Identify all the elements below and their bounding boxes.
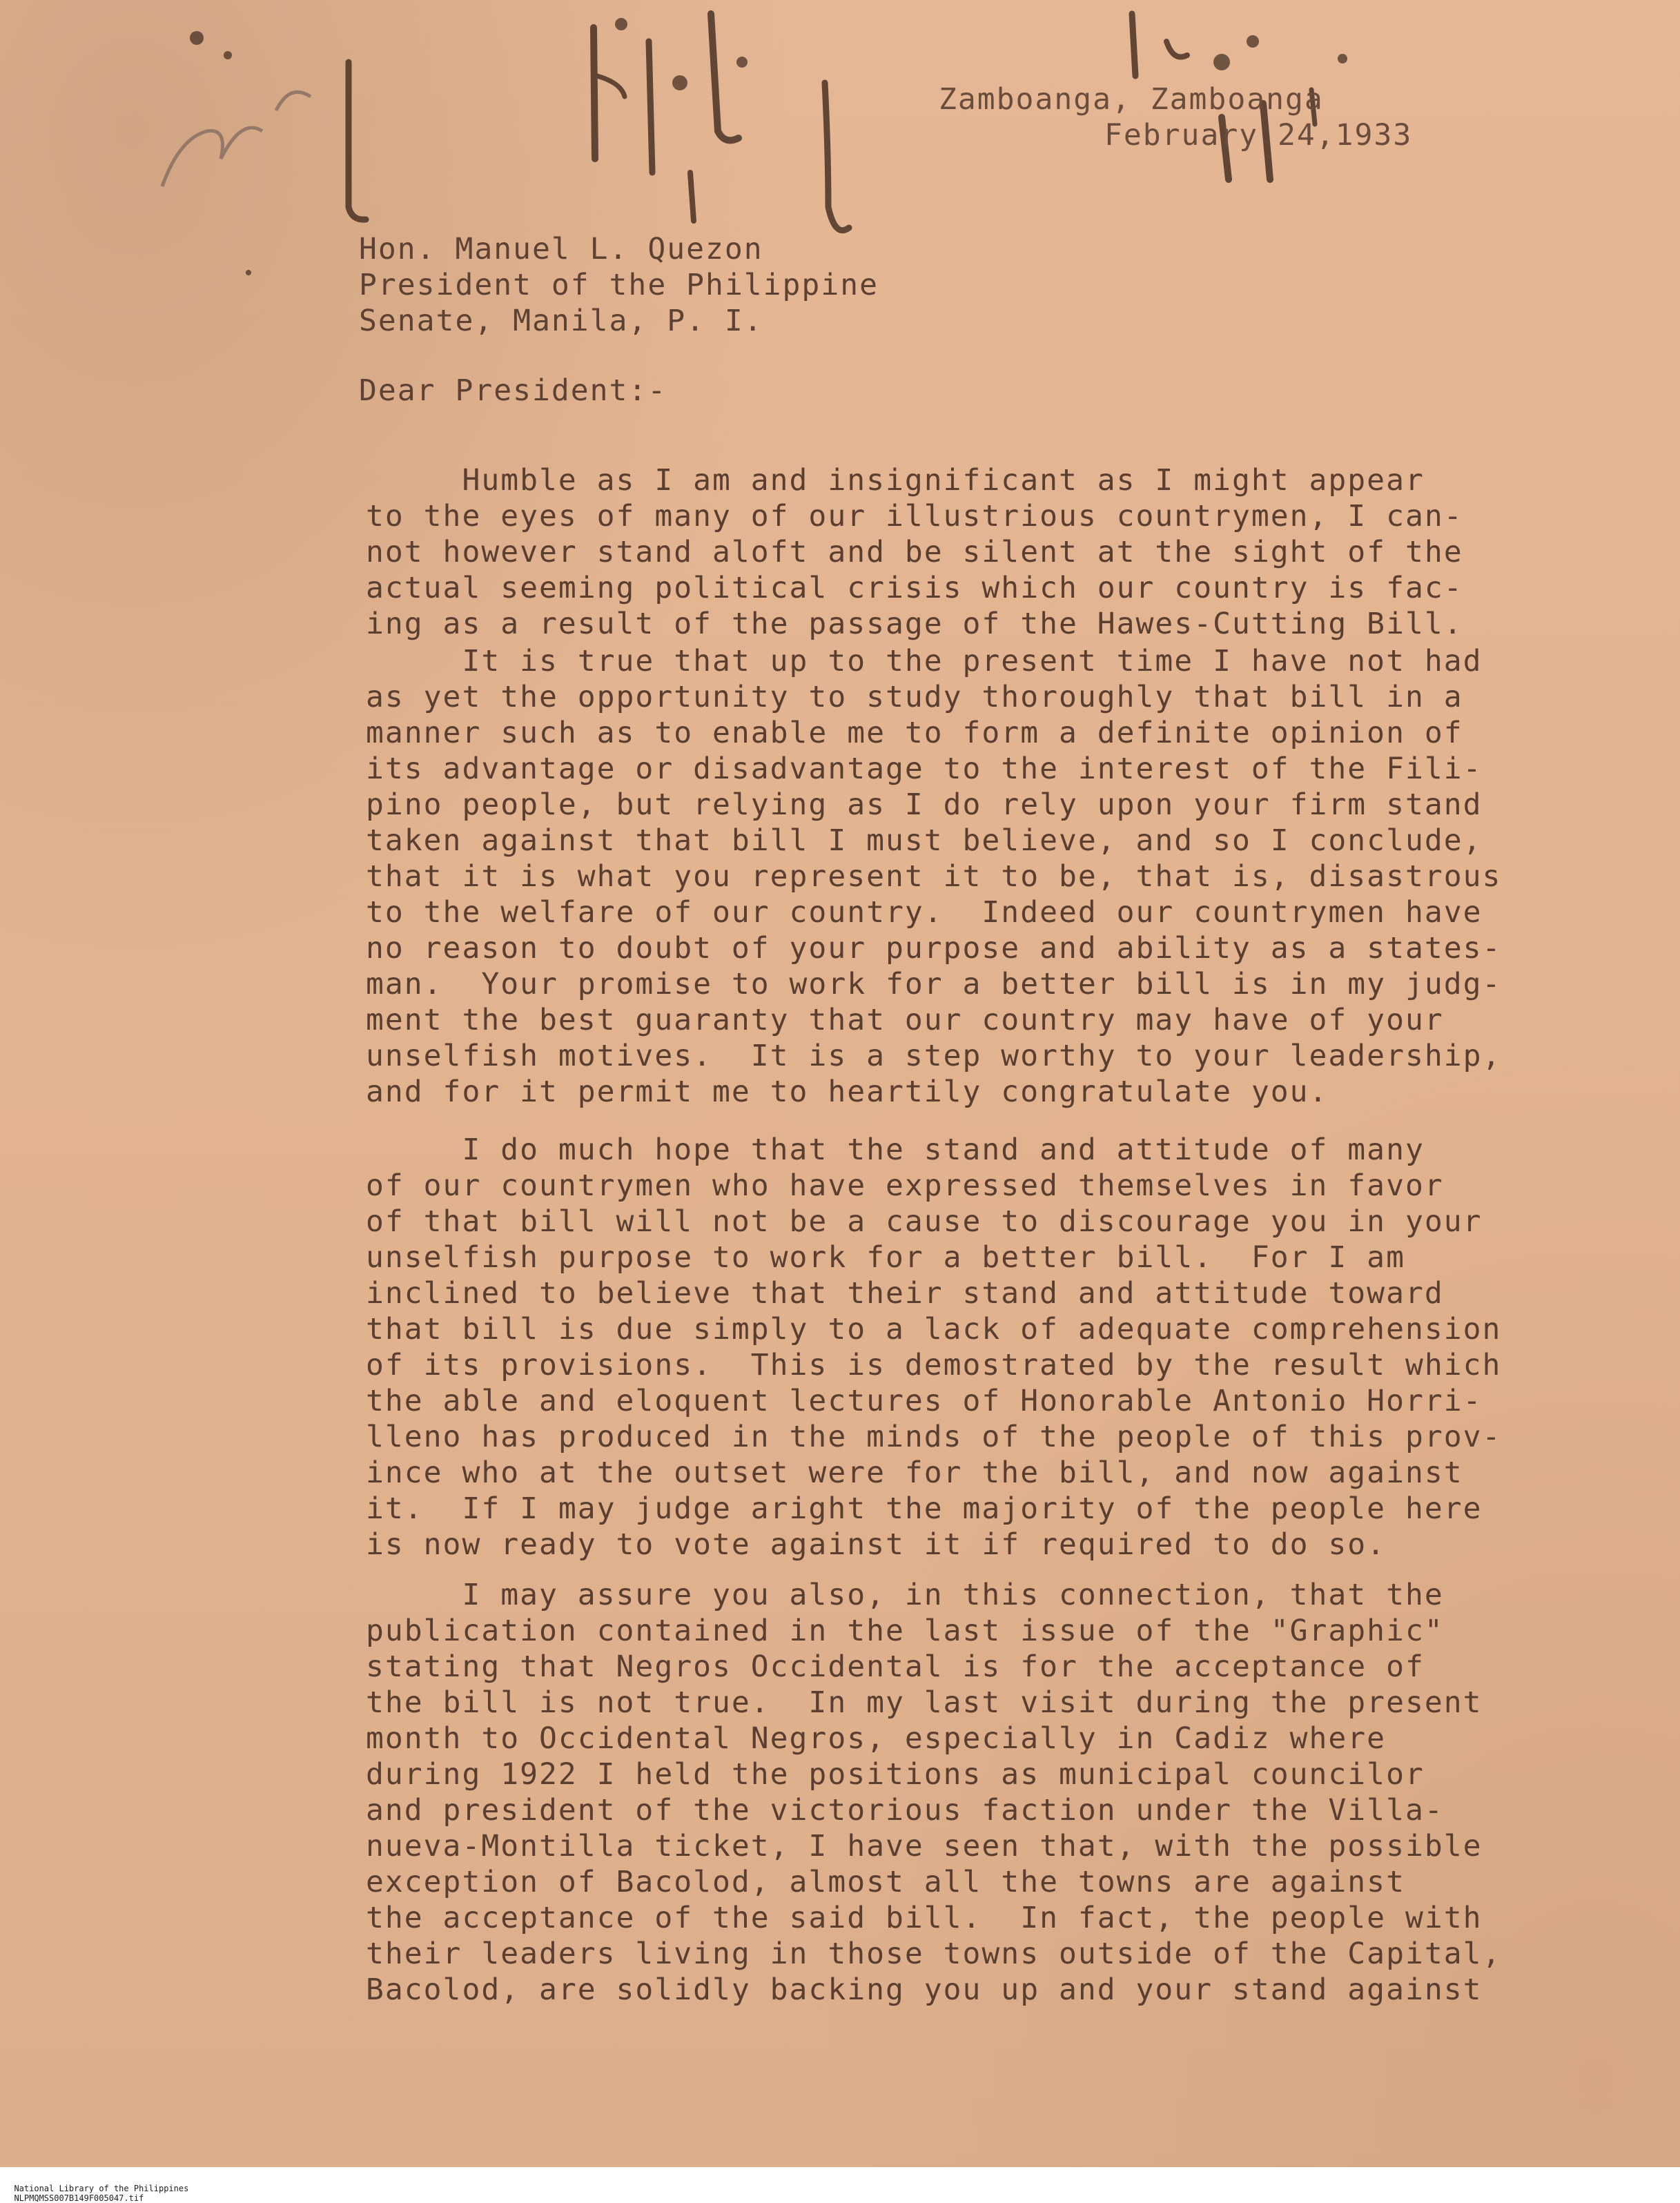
text-line: actual seeming political crisis which our country is fac- xyxy=(366,571,1463,605)
text-line: no reason to doubt of your purpose and ability as a states- xyxy=(366,931,1502,966)
text-line: its advantage or disadvantage to the interest of the Fili- xyxy=(366,752,1483,786)
text-line: the bill is not true. In my last visit during the present xyxy=(366,1685,1483,1720)
text-line: of its provisions. This is demostrated by the result which xyxy=(366,1348,1502,1382)
text-line: the able and eloquent lectures of Honorable Antonio Horri- xyxy=(366,1384,1483,1418)
text-line: ing as a result of the passage of the Hawes-Cutting Bill. xyxy=(366,607,1463,641)
text-line: nueva-Montilla ticket, I have seen that, with the possible xyxy=(366,1829,1483,1863)
text-line: it. If I may judge aright the majority of the people here xyxy=(366,1491,1483,1526)
footer-file-id: NLPMQMSS007B149F005047.tif xyxy=(14,2193,144,2203)
text-line: Bacolod, are solidly backing you up and your stand against xyxy=(366,1972,1483,2007)
text-line: unselfish purpose to work for a better bill. For I am xyxy=(366,1240,1405,1275)
addressee-line: President of the Philippine xyxy=(359,268,879,302)
text-line: manner such as to enable me to form a definite opinion of xyxy=(366,716,1463,750)
addressee-line: Hon. Manuel L. Quezon xyxy=(359,232,763,266)
addressee-block xyxy=(359,231,879,339)
text-line: is now ready to vote against it if required to do so. xyxy=(366,1527,1387,1562)
text-line: as yet the opportunity to study thoroughly that bill in a xyxy=(366,680,1463,714)
text-line: taken against that bill I must believe, and so I conclude, xyxy=(366,823,1483,858)
paragraph-2 xyxy=(366,643,1501,1110)
salutation: Dear President:- xyxy=(359,373,667,408)
paragraph-3 xyxy=(366,1132,1501,1563)
text-line: the acceptance of the said bill. In fact, the people with xyxy=(366,1901,1483,1935)
text-line: and for it permit me to heartily congratulate you. xyxy=(366,1075,1329,1109)
text-line: of that bill will not be a cause to discourage you in your xyxy=(366,1204,1483,1239)
text-line: I do much hope that the stand and attitude of many xyxy=(366,1133,1425,1167)
text-line: that bill is due simply to a lack of adequate comprehension xyxy=(366,1312,1502,1347)
date-block xyxy=(939,81,1412,153)
text-line: and president of the victorious faction under the Villa- xyxy=(366,1793,1444,1828)
text-line: exception of Bacolod, almost all the towns are against xyxy=(366,1865,1405,1899)
text-line: pino people, but relying as I do rely upon your firm stand xyxy=(366,787,1483,822)
text-line: of our countrymen who have expressed themselves in favor xyxy=(366,1168,1444,1203)
place-line: Zamboanga, Zamboanga xyxy=(939,82,1324,117)
text-line: stating that Negros Occidental is for the acceptance of xyxy=(366,1649,1425,1684)
text-line: I may assure you also, in this connection, that the xyxy=(366,1578,1444,1612)
text-line: man. Your promise to work for a better bill is in my judg- xyxy=(366,967,1502,1001)
text-line: not however stand aloft and be silent at the sight of the xyxy=(366,535,1463,569)
paragraph-1 xyxy=(366,462,1463,642)
text-line: ment the best guaranty that our country may have of your xyxy=(366,1003,1444,1037)
text-line: lleno has produced in the minds of the people of this prov- xyxy=(366,1420,1502,1454)
text-line: month to Occidental Negros, especially in Cadiz where xyxy=(366,1721,1387,1756)
text-line: ince who at the outset were for the bill, and now against xyxy=(366,1456,1463,1490)
text-line: to the eyes of many of our illustrious countrymen, I can- xyxy=(366,499,1463,533)
text-line: Humble as I am and insignificant as I might appear xyxy=(366,463,1425,498)
scan-footer xyxy=(4,2174,213,2203)
text-line: publication contained in the last issue of the "Graphic" xyxy=(366,1614,1444,1648)
text-line: their leaders living in those towns outside of the Capital, xyxy=(366,1937,1502,1971)
date-line: February 24,1933 xyxy=(1104,118,1413,153)
paragraph-4 xyxy=(366,1577,1501,2008)
text-line: during 1922 I held the positions as municipal councilor xyxy=(366,1757,1425,1792)
footer-institution: National Library of the Philippines xyxy=(14,2184,189,2193)
addressee-line: Senate, Manila, P. I. xyxy=(359,304,763,338)
top-stamp-marks xyxy=(0,0,1680,414)
text-line: It is true that up to the present time I have not had xyxy=(366,644,1483,678)
text-line: to the welfare of our country. Indeed our countrymen have xyxy=(366,895,1483,930)
text-line: unselfish motives. It is a step worthy to your leadership, xyxy=(366,1039,1502,1073)
text-line: inclined to believe that their stand and attitude toward xyxy=(366,1276,1444,1311)
text-line: that it is what you represent it to be, that is, disastrous xyxy=(366,859,1502,894)
